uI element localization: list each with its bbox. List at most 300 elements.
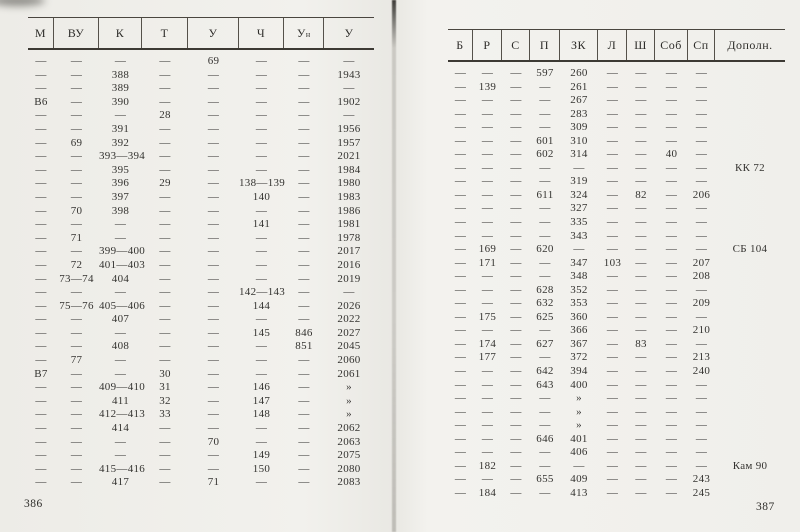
table-row [448, 108, 785, 122]
table-cell [715, 175, 785, 189]
table-row [448, 216, 785, 230]
table-cell: — [481, 392, 494, 405]
table-cell [715, 433, 785, 447]
table-cell: 2026 [337, 299, 361, 312]
table-cell: — [70, 326, 83, 339]
table-cell: — [255, 68, 268, 81]
table-cell: 625 [536, 310, 554, 323]
table-cell: — [114, 354, 127, 367]
table-cell [715, 324, 785, 338]
table-cell: — [635, 202, 647, 215]
table-cell: 348 [570, 270, 588, 283]
table-cell: » [576, 392, 582, 405]
table-cell: — [454, 473, 467, 486]
table-cell: — [70, 82, 83, 95]
table-cell: 1978 [337, 231, 361, 244]
table-cell: — [454, 175, 467, 188]
table-cell: — [635, 297, 647, 310]
table-cell: — [454, 351, 467, 364]
table-cell: — [510, 80, 522, 93]
table-cell: 141 [252, 218, 271, 231]
table-cell: 1981 [337, 218, 361, 231]
table-cell: — [606, 216, 619, 229]
table-cell: — [635, 94, 647, 107]
table-cell: — [298, 150, 310, 163]
table-cell: 611 [536, 188, 554, 201]
table-cell: — [35, 340, 47, 353]
table-cell: — [114, 109, 127, 122]
column-header: У [344, 26, 354, 40]
table-cell: — [255, 82, 268, 95]
table-cell: — [635, 432, 647, 445]
table-cell: — [665, 161, 678, 174]
table-row [28, 273, 374, 287]
table-cell: — [665, 446, 678, 459]
table-row [448, 230, 785, 244]
table-cell: — [255, 109, 268, 122]
page-number-right: 387 [756, 501, 775, 513]
table-cell: — [539, 459, 551, 472]
table-cell: — [70, 68, 83, 81]
table-cell: — [606, 229, 619, 242]
table-cell: — [454, 432, 467, 445]
table-cell: — [207, 258, 220, 271]
table-cell: — [695, 107, 708, 120]
table-cell: — [159, 272, 171, 285]
table-cell: 335 [570, 216, 588, 229]
table-cell: — [35, 245, 47, 258]
table-cell: 414 [111, 422, 130, 435]
table-cell: — [35, 150, 47, 163]
table-cell: 2083 [337, 476, 361, 489]
table-cell: » [576, 419, 582, 432]
table-cell: — [70, 218, 83, 231]
table-cell: — [207, 381, 220, 394]
table-cell: — [207, 177, 220, 190]
table-cell: 209 [692, 297, 711, 310]
page-number-left: 386 [24, 498, 43, 510]
table-cell: 69 [207, 55, 220, 67]
table-cell: — [635, 405, 647, 418]
table-cell: — [665, 310, 678, 323]
table-cell: — [159, 218, 171, 231]
table-row [28, 69, 374, 83]
table-cell: — [35, 163, 47, 176]
table-row [448, 324, 785, 338]
table-cell: — [695, 121, 708, 134]
table-cell: 146 [252, 381, 271, 394]
table-cell: — [695, 419, 708, 432]
table-cell: — [298, 435, 310, 448]
table-cell: — [454, 161, 467, 174]
table-cell: 390 [111, 95, 130, 108]
column-header: Т [142, 18, 188, 48]
table-cell: — [70, 177, 83, 190]
table-row [28, 408, 374, 422]
table-cell: — [255, 272, 268, 285]
table-cell: 396 [111, 177, 130, 190]
table-cell: — [606, 270, 619, 283]
table-cell: » [346, 394, 352, 407]
table-row [448, 162, 785, 176]
table-cell: 1956 [337, 122, 361, 135]
table-row [28, 422, 374, 436]
table-cell: 395 [111, 163, 130, 176]
table-cell: — [298, 82, 310, 95]
table-row [28, 191, 374, 205]
table-cell: 2016 [337, 258, 361, 271]
table-cell: 30 [159, 367, 171, 380]
table-cell: — [114, 286, 127, 299]
table-cell: — [35, 408, 47, 421]
table-cell: — [70, 286, 83, 299]
table-cell: — [70, 408, 83, 421]
table-cell: — [510, 486, 522, 499]
table-cell: 1957 [337, 136, 361, 149]
table-cell: — [35, 231, 47, 244]
table-cell: — [454, 188, 467, 201]
table-cell: — [454, 107, 467, 120]
table-cell: — [35, 381, 47, 394]
table-cell: — [159, 313, 171, 326]
table-row [28, 245, 374, 259]
table-cell: — [606, 419, 619, 432]
table-cell: — [298, 190, 310, 203]
table-cell: — [298, 218, 310, 231]
table-cell: — [255, 476, 268, 489]
table-cell: — [298, 272, 310, 285]
table-cell: — [665, 283, 678, 296]
table-cell: — [481, 365, 494, 378]
table-cell: — [454, 365, 467, 378]
table-cell: — [255, 422, 268, 435]
table-cell: 407 [111, 313, 130, 326]
table-cell: — [207, 286, 220, 299]
table-cell: — [35, 286, 47, 299]
table-cell: — [35, 109, 47, 122]
table-cell: — [207, 122, 220, 135]
table-cell: 628 [536, 283, 554, 296]
table-cell: » [346, 381, 352, 394]
table-row [448, 419, 785, 433]
table-cell: — [635, 486, 647, 499]
table-cell [715, 135, 785, 149]
table-cell: 75—76 [59, 299, 94, 312]
table-cell: — [298, 55, 310, 67]
table-cell [715, 473, 785, 487]
table-cell: — [298, 381, 310, 394]
table-cell: 343 [570, 229, 588, 242]
table-cell: — [606, 243, 619, 256]
table-row [448, 351, 785, 365]
table-cell: 394 [570, 365, 588, 378]
table-cell: 1983 [337, 190, 361, 203]
table-cell: — [207, 218, 220, 231]
table-cell: — [159, 136, 171, 149]
table-cell: 2045 [337, 340, 361, 353]
table-cell: 2022 [337, 313, 361, 326]
table-cell: — [695, 243, 708, 256]
table-cell: — [114, 218, 127, 231]
table-cell: — [695, 283, 708, 296]
table-cell: — [539, 270, 551, 283]
table-cell: — [635, 67, 647, 79]
table-cell: — [635, 134, 647, 147]
column-header: У [188, 18, 239, 48]
table-cell: — [207, 136, 220, 149]
table-cell: — [343, 82, 355, 95]
table-cell: 2062 [337, 422, 361, 435]
table-row [448, 297, 785, 311]
table-cell: 327 [570, 202, 588, 215]
table-row [448, 338, 785, 352]
table-cell: — [70, 95, 83, 108]
table-cell: — [635, 365, 647, 378]
table-cell: — [481, 107, 494, 120]
table-cell: — [606, 432, 619, 445]
table-cell: — [70, 245, 83, 258]
table-cell: — [481, 216, 494, 229]
table-cell: — [454, 67, 467, 79]
table-cell: 150 [252, 462, 271, 475]
table-cell: — [159, 476, 171, 489]
table-cell: — [510, 256, 522, 269]
table-cell: 404 [111, 272, 130, 285]
table-cell: — [35, 190, 47, 203]
table-cell: 182 [478, 459, 497, 472]
table-cell: — [573, 459, 585, 472]
table-cell: — [665, 121, 678, 134]
column-header: Ч [239, 18, 284, 48]
table-cell: 408 [111, 340, 130, 353]
table-cell: Кам 90 [732, 459, 768, 472]
table-cell: — [70, 449, 83, 462]
table-cell: — [159, 82, 171, 95]
table-cell [715, 392, 785, 406]
table-cell: — [606, 324, 619, 337]
table-cell: — [255, 231, 268, 244]
table-cell [715, 406, 785, 420]
table-cell: — [606, 80, 619, 93]
table-cell: — [665, 216, 678, 229]
table-header-row [28, 17, 374, 50]
table-cell: — [454, 202, 467, 215]
table-row [448, 94, 785, 108]
table-cell: — [481, 297, 494, 310]
table-cell: — [114, 231, 127, 244]
table-cell: 82 [635, 188, 647, 201]
table-cell: 261 [570, 80, 588, 93]
table-cell: — [454, 446, 467, 459]
table-row [448, 189, 785, 203]
table-cell: 324 [570, 188, 588, 201]
table-cell: — [695, 459, 708, 472]
table-cell: 169 [478, 243, 497, 256]
table-cell: — [481, 67, 494, 79]
table-cell: — [159, 95, 171, 108]
table-cell: — [207, 313, 220, 326]
table-cell: — [635, 148, 647, 161]
table-cell: 145 [252, 326, 271, 339]
table-cell: — [70, 367, 83, 380]
table-cell: — [665, 256, 678, 269]
table-cell [715, 270, 785, 284]
table-cell: — [695, 80, 708, 93]
table-cell: — [454, 297, 467, 310]
column-header: Соб [655, 30, 688, 60]
table-cell: 412—413 [99, 408, 146, 421]
table-cell: 1986 [337, 204, 361, 217]
table-cell: — [454, 94, 467, 107]
table-row [448, 270, 785, 284]
table-cell: — [635, 107, 647, 120]
table-cell: — [695, 432, 708, 445]
table-cell: — [635, 283, 647, 296]
column-header: Б [448, 30, 473, 60]
table-cell: — [695, 405, 708, 418]
table-row [28, 300, 374, 314]
table-cell: 2075 [337, 449, 361, 462]
table-cell: — [665, 405, 678, 418]
table-cell: — [481, 270, 494, 283]
table-cell [715, 446, 785, 460]
table-cell: — [343, 109, 355, 122]
table-cell: — [207, 109, 220, 122]
table-cell: — [606, 337, 619, 350]
table-cell: 210 [692, 324, 711, 337]
table-cell: — [665, 67, 678, 79]
table-cell: — [207, 422, 220, 435]
table-cell [715, 189, 785, 203]
table-cell: — [665, 351, 678, 364]
table-cell: 1943 [337, 68, 361, 81]
table-cell: 597 [536, 67, 554, 79]
table-cell: — [454, 337, 467, 350]
table-cell: » [346, 408, 352, 421]
table-cell: — [539, 351, 551, 364]
table-cell: — [539, 405, 551, 418]
table-cell: — [510, 392, 522, 405]
table-cell: — [298, 163, 310, 176]
table-cell: — [70, 340, 83, 353]
table-cell: — [539, 392, 551, 405]
table-header-row [448, 29, 785, 62]
table-cell: В6 [34, 95, 48, 108]
column-header: К [99, 18, 142, 48]
table-cell: 627 [536, 337, 554, 350]
table-cell: — [695, 337, 708, 350]
table-cell: — [539, 202, 551, 215]
table-cell: 352 [570, 283, 588, 296]
table-cell: — [481, 148, 494, 161]
table-row [448, 473, 785, 487]
table-cell: 267 [570, 94, 588, 107]
table-row [28, 368, 374, 382]
table-row [28, 463, 374, 477]
concordance-table-right [448, 29, 785, 501]
table-row [28, 340, 374, 354]
table-cell: — [207, 326, 220, 339]
table-cell: — [207, 354, 220, 367]
table-cell: — [159, 68, 171, 81]
column-header: С [502, 30, 530, 60]
table-cell: 642 [536, 365, 554, 378]
table-cell: — [695, 134, 708, 147]
table-cell: — [159, 190, 171, 203]
table-cell: — [606, 67, 619, 79]
table-cell: — [35, 55, 47, 67]
table-cell: — [70, 150, 83, 163]
table-cell: 73—74 [59, 272, 94, 285]
table-cell: — [481, 283, 494, 296]
table-cell: — [70, 422, 83, 435]
table-cell: — [606, 94, 619, 107]
table-cell: — [207, 150, 220, 163]
table-cell: — [606, 446, 619, 459]
table-cell: 213 [692, 351, 711, 364]
table-cell: — [454, 134, 467, 147]
table-cell: — [70, 394, 83, 407]
table-cell: — [298, 354, 310, 367]
table-cell: — [454, 216, 467, 229]
table-cell: — [510, 161, 522, 174]
table-cell: — [510, 297, 522, 310]
table-cell: 399—400 [99, 245, 146, 258]
table-cell [715, 311, 785, 325]
table-cell: 417 [111, 476, 130, 489]
table-cell: — [454, 283, 467, 296]
table-cell: — [159, 299, 171, 312]
table-cell: 148 [252, 408, 271, 421]
concordance-table-left [28, 17, 374, 490]
table-cell: 353 [570, 297, 588, 310]
table-cell: 206 [692, 188, 711, 201]
table-cell [715, 216, 785, 230]
table-cell [715, 108, 785, 122]
table-cell: — [298, 286, 310, 299]
table-cell: 393—394 [99, 150, 146, 163]
table-cell: — [510, 94, 522, 107]
table-cell: — [207, 82, 220, 95]
table-cell: — [510, 148, 522, 161]
table-cell [715, 338, 785, 352]
table-cell: 601 [536, 134, 554, 147]
table-cell [715, 297, 785, 311]
table-cell: — [635, 459, 647, 472]
table-cell [715, 202, 785, 216]
table-cell: — [298, 231, 310, 244]
table-cell: 646 [536, 432, 554, 445]
table-cell: — [606, 175, 619, 188]
table-cell: 2060 [337, 354, 361, 367]
table-cell: — [481, 161, 494, 174]
table-cell: — [207, 163, 220, 176]
table-cell: — [510, 419, 522, 432]
table-cell: — [454, 121, 467, 134]
table-cell: — [665, 365, 678, 378]
table-cell: — [510, 107, 522, 120]
column-header: ЗК [560, 30, 598, 60]
table-cell: — [298, 258, 310, 271]
table-row [28, 395, 374, 409]
table-cell: 372 [570, 351, 588, 364]
table-cell: — [665, 337, 678, 350]
table-cell: — [35, 326, 47, 339]
table-cell: 32 [159, 394, 171, 407]
table-cell: — [510, 351, 522, 364]
table-cell: 177 [478, 351, 497, 364]
table-cell: — [481, 134, 494, 147]
